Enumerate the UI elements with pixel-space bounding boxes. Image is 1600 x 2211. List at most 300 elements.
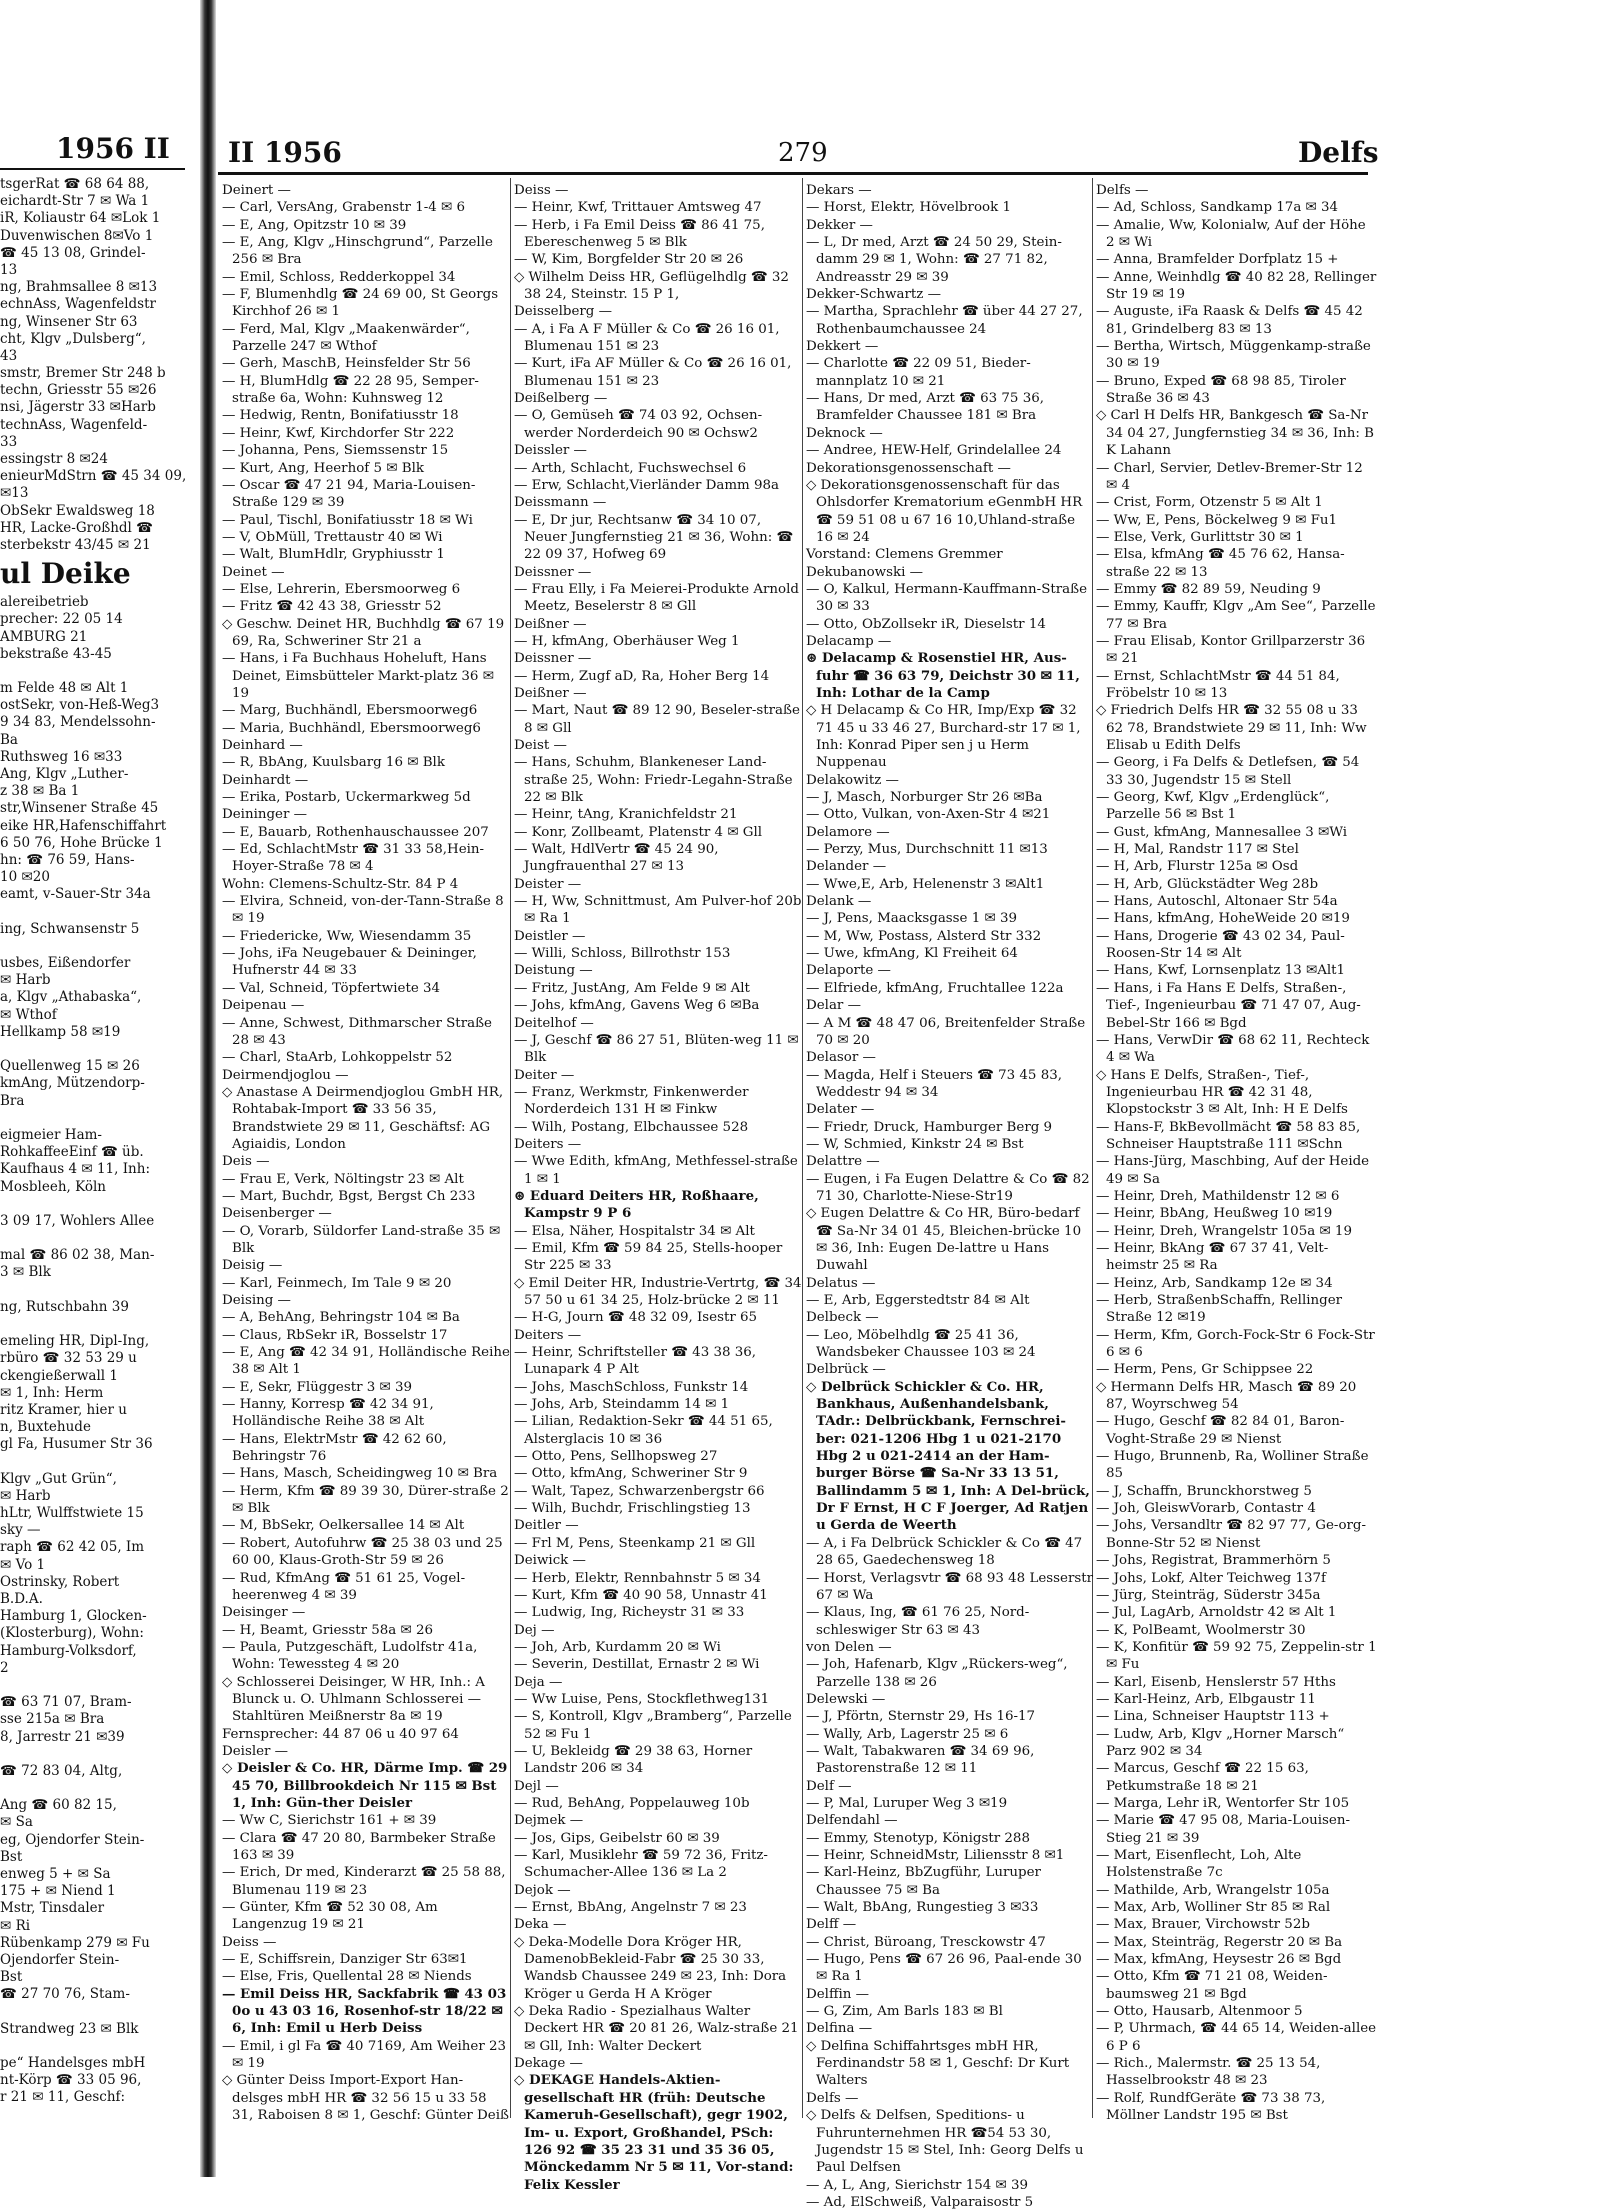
left-page-line: Duvenwischen 8✉Vo 1: [0, 227, 154, 244]
left-page-line: Klgv „Gut Grün“,: [0, 1470, 117, 1487]
directory-entry: Deitelhof —: [514, 1015, 594, 1031]
directory-entry: — Walt, Tabakwaren ☎ 34 69 96, Pastorenstraße 12 ✉ 11: [806, 1743, 1035, 1777]
directory-entry: — Severin, Destillat, Ernastr 2 ✉ Wi: [514, 1657, 760, 1673]
left-page-line: ostSekr, von-Heß-Weg3: [0, 697, 160, 714]
directory-entry: Deißelberg —: [514, 391, 608, 407]
directory-entry: Deiter —: [514, 1067, 575, 1083]
directory-entry: — G, Zim, Am Barls 183 ✉ Bl: [806, 2004, 1003, 2020]
directory-entry: — Heinr, Dreh, Wrangelstr 105a ✉ 19: [1096, 1223, 1352, 1239]
directory-entry: Delank —: [806, 894, 872, 910]
page-header-keyword: Delfs: [1298, 136, 1379, 169]
directory-entry: — Elsa, Näher, Hospitalstr 34 ✉ Alt: [514, 1223, 755, 1239]
directory-entry: — E, Bauarb, Rothenhauschaussee 207: [222, 824, 489, 840]
directory-entry: Delamore —: [806, 824, 890, 840]
directory-entry: — Ww, E, Pens, Böckelweg 9 ✉ Fu1: [1096, 512, 1338, 528]
directory-entry: — Wilh, Postang, Elbchaussee 528: [514, 1119, 749, 1135]
directory-entry: — Bertha, Wirtsch, Müggenkamp-straße 30 ✉ 19: [1096, 339, 1371, 372]
directory-entry: — H, BlumHdlg ☎ 22 28 95, Semper-straße 6a, Wohn: Kuhnsweg 12: [222, 373, 479, 407]
left-page-line: sterbekstr 43/45 ✉ 21: [0, 536, 151, 553]
directory-entry: ◇ Geschw. Deinet HR, Buchhdlg ☎ 67 19 69, Ra, Schweriner Str 21 a: [222, 616, 505, 649]
directory-entry: Delakowitz —: [806, 772, 899, 788]
left-page-line: ng, Brahmsallee 8 ✉13: [0, 279, 158, 296]
directory-entry: — Max, Arb, Wolliner Str 85 ✉ Ral: [1096, 1900, 1331, 1916]
directory-entry: — Karl-Heinz, Arb, Elbgaustr 11: [1096, 1691, 1316, 1707]
directory-entry: — Paul, Tischl, Bonifatiusstr 18 ✉ Wi: [222, 512, 473, 528]
directory-entry: — Wwe Edith, kfmAng, Methfessel-straße 1 ✉ 1: [514, 1154, 798, 1187]
left-page-line: Mosbleeh, Köln: [0, 1178, 106, 1195]
directory-entry: — K, Konfitür ☎ 59 92 75, Zeppelin-str 1 ✉ Fu: [1096, 1639, 1377, 1673]
left-page-line: ritz Kramer, hier u: [0, 1401, 127, 1418]
directory-entry: ◇ Hans E Delfs, Straßen-, Tief-, Ingenieurbau HR ☎ 42 31 48, Klopstockstr 3 ✉ Alt, Inh: H E Delfs: [1096, 1067, 1348, 1118]
directory-entry: Delff —: [806, 1917, 857, 1933]
directory-entry: — Ernst, SchlachtMstr ☎ 44 51 84, Fröbelstr 10 ✉ 13: [1096, 668, 1340, 701]
left-page-line: 10 ✉20: [0, 869, 50, 886]
left-page-line: ng, Winsener Str 63: [0, 313, 138, 330]
left-page-line: ✉ Ri: [0, 1917, 31, 1934]
left-page-line: ✉ Sa: [0, 1814, 33, 1831]
directory-entry: Delffin —: [806, 1986, 870, 2002]
left-page-line: RohkaffeeEinf ☎ üb.: [0, 1144, 144, 1161]
directory-entry: — Herb, Elektr, Rennbahnstr 5 ✉ 34: [514, 1570, 761, 1586]
directory-entry: Dekker-Schwartz —: [806, 287, 941, 303]
directory-entry: — Marie ☎ 47 95 08, Maria-Louisen-Stieg 21 ✉ 39: [1096, 1813, 1350, 1846]
directory-entry: — Emmy, Kauffr, Klgv „Am See“, Parzelle 77 ✉ Bra: [1096, 599, 1376, 632]
left-page-line: 8, Jarrestr 21 ✉39: [0, 1728, 125, 1745]
directory-entry: Delewski —: [806, 1691, 886, 1707]
left-page-line: n, Buxtehude: [0, 1419, 91, 1436]
left-page-line: 9 34 83, Mendelssohn-: [0, 714, 156, 731]
directory-entry: — O, Kalkul, Hermann-Kauffmann-Straße 30 ✉ 33: [806, 581, 1088, 615]
directory-entry: — Otto, Pens, Sellhopsweg 27: [514, 1449, 718, 1465]
directory-entry: — Heinr, Kwf, Kirchdorfer Str 222: [222, 425, 455, 441]
directory-entry: — Fritz ☎ 42 43 38, Griesstr 52: [222, 599, 442, 615]
directory-entry: — Charl, Servier, Detlev-Bremer-Str 12 ✉ 4: [1096, 460, 1363, 493]
directory-entry: — Emil, Schloss, Redderkoppel 34: [222, 269, 456, 285]
directory-entry: Deissmann —: [514, 495, 607, 511]
directory-entry: — Karl, Feinmech, Im Tale 9 ✉ 20: [222, 1275, 452, 1291]
directory-entry: — Anna, Bramfelder Dorfplatz 15 +: [1096, 252, 1339, 268]
left-page-line: ✉ 1, Inh: Herm: [0, 1384, 104, 1401]
directory-entry: — Hans, i Fa Buchhaus Hoheluft, Hans Deinet, Eimsbütteler Markt-platz 36 ✉ 19: [222, 651, 494, 701]
directory-entry: Delbrück —: [806, 1362, 886, 1378]
directory-entry: — Hans-Jürg, Maschbing, Auf der Heide 49 ✉ Sa: [1096, 1154, 1370, 1187]
directory-entry: — Emil Deiss HR, Sackfabrik ☎ 43 03 0o u 43 03 16, Rosenhof-str 18/22 ✉ 6, Inh: Emil u Herb Deiss: [222, 1985, 507, 2037]
left-page-line: 33: [0, 433, 18, 450]
left-page-line: ✉13: [0, 485, 29, 502]
directory-entry: ◇ Friedrich Delfs HR ☎ 32 55 08 u 33 62 78, Brandstwiete 29 ✉ 11, Inh: Ww Elisab u Edith Delfs: [1096, 703, 1367, 753]
left-page-line: Ostrinsky, Robert: [0, 1573, 120, 1590]
left-page-line: ☎ 27 70 76, Stam-: [0, 1986, 130, 2003]
left-page-line: [0, 1230, 195, 1247]
left-page-line: [0, 1041, 195, 1058]
directory-entry: ◇ Deka Radio - Spezialhaus Walter Deckert HR ☎ 20 81 26, Walz-straße 21 ✉ Gll, Inh: Walter Deckert: [514, 2004, 799, 2054]
directory-entry: — Claus, RbSekr iR, Bosselstr 17: [222, 1327, 448, 1343]
directory-entry: — Otto, Vulkan, von-Axen-Str 4 ✉21: [806, 807, 1051, 823]
left-page-line: [0, 1677, 195, 1694]
left-page-line: [0, 904, 195, 921]
left-page-line: bekstraße 43-45: [0, 645, 112, 662]
directory-entry: Deininger —: [222, 807, 308, 823]
directory-entry: — Hans, i Fa Hans E Delfs, Straßen-, Tief-, Ingenieurbau ☎ 71 47 07, Aug-Bebel-Str 166 ✉ Bgd: [1096, 980, 1361, 1031]
directory-entry: Delaporte —: [806, 963, 891, 979]
directory-entry: — Franz, Werkmstr, Finkenwerder Norderdeich 131 H ✉ Finkw: [514, 1084, 749, 1118]
left-page-line: ☎ 72 83 04, Altg,: [0, 1762, 123, 1779]
left-page-line: tsgerRat ☎ 68 64 88,: [0, 176, 150, 192]
directory-entry: — Friedr, Druck, Hamburger Berg 9: [806, 1119, 1053, 1135]
directory-entry: — Ww Luise, Pens, Stockflethweg131: [514, 1691, 770, 1707]
left-page-line: Ba: [0, 731, 18, 748]
directory-entry: — Wilh, Buchdr, Frischlingstieg 13: [514, 1501, 751, 1517]
directory-entry: — M, Ww, Postass, Alsterd Str 332: [806, 928, 1042, 944]
directory-entry: — Johanna, Pens, Siemssenstr 15: [222, 443, 449, 459]
directory-entry: Deissner —: [514, 564, 592, 580]
directory-entry: — Walt, Tapez, Schwarzenbergstr 66: [514, 1483, 765, 1499]
directory-entry: — Joh, GleiswVorarb, Contastr 4: [1096, 1501, 1316, 1517]
left-page-line: Kaufhaus 4 ✉ 11, Inh:: [0, 1161, 150, 1178]
directory-entry: — Hans, Drogerie ☎ 43 02 34, Paul-Roosen-Str 14 ✉ Alt: [1096, 928, 1345, 962]
directory-entry: — O, Vorarb, Süldorfer Land-straße 35 ✉ Blk: [222, 1223, 501, 1256]
page-number: 279: [778, 138, 828, 168]
left-page-line: Strandweg 23 ✉ Blk: [0, 2020, 139, 2037]
directory-entry: — Frl M, Pens, Steenkamp 21 ✉ Gll: [514, 1535, 756, 1551]
directory-entry: ◇ Hermann Delfs HR, Masch ☎ 89 20 87, Woyrschweg 54: [1096, 1379, 1357, 1413]
directory-entry: Delbeck —: [806, 1310, 879, 1326]
left-page-line: Bra: [0, 1092, 25, 1109]
directory-entry: — Hans, Autoschl, Altonaer Str 54a: [1096, 894, 1338, 910]
left-page-line: [0, 2038, 195, 2055]
directory-entry: — Mathilde, Arb, Wrangelstr 105a: [1096, 1882, 1330, 1898]
directory-entry: — Klaus, Ing, ☎ 61 76 25, Nord-schleswiger Str 63 ✉ 43: [806, 1605, 1030, 1638]
left-page-line: [0, 1110, 195, 1127]
directory-entry: — Ad, Schloss, Sandkamp 17a ✉ 34: [1096, 200, 1339, 216]
directory-entry: — Emmy ☎ 82 89 59, Neuding 9: [1096, 581, 1321, 597]
directory-entry: — A, L, Ang, Sierichstr 154 ✉ 39: [806, 2177, 1029, 2193]
directory-entry: — Hugo, Brunnenb, Ra, Wolliner Straße 85: [1096, 1449, 1369, 1482]
directory-entry: — J, Masch, Norburger Str 26 ✉Ba: [806, 790, 1043, 806]
left-page-line: HR, Lacke-Großhdl ☎: [0, 519, 153, 536]
left-page-line: ✉ Vo 1: [0, 1556, 46, 1573]
directory-entry: — Otto, Kfm ☎ 71 21 08, Weiden-baumsweg 21 ✉ Bgd: [1096, 1969, 1328, 2002]
directory-entry: — Else, Fris, Quellental 28 ✉ Niends: [222, 1969, 472, 1985]
directory-entry: ◇ Deisler & Co. HR, Därme Imp. ☎ 29 45 70, Billbrookdeich Nr 115 ✉ Bst 1, Inh: Gün-ther Deisler: [222, 1760, 508, 1811]
directory-entry: ⊛ Eduard Deiters HR, Roßhaare, Kampstr 9 P 6: [514, 1187, 759, 1222]
directory-entry: — Robert, Autofuhrw ☎ 25 38 03 und 25 60 00, Klaus-Groth-Str 59 ✉ 26: [222, 1535, 503, 1569]
directory-entry: — Hans, Masch, Scheidingweg 10 ✉ Bra: [222, 1466, 498, 1482]
directory-entry: — Jos, Gips, Geibelstr 60 ✉ 39: [514, 1830, 720, 1846]
directory-entry: ◇ Schlosserei Deisinger, W HR, Inh.: A Blunck u. O. Uhlmann Schlosserei — Stahltüren Meißnerstr 8a ✉ 19: [222, 1674, 485, 1725]
directory-entry: — Wwe,E, Arb, Helenenstr 3 ✉Alt1: [806, 876, 1045, 892]
column-divider: [802, 178, 803, 2118]
directory-entry: — Georg, i Fa Delfs & Detlefsen, ☎ 54 33 30, Jugendstr 15 ✉ Stell: [1096, 755, 1360, 788]
left-page-line: Ruthsweg 16 ✉33: [0, 748, 123, 765]
directory-entry: — Lina, Schneiser Hauptstr 113 +: [1096, 1709, 1330, 1725]
left-page-line: sse 215a ✉ Bra: [0, 1711, 105, 1728]
directory-entry: — Ww C, Sierichstr 161 + ✉ 39: [222, 1813, 437, 1829]
left-page-line: usbes, Eißendorfer: [0, 955, 131, 972]
directory-entry: — Charlotte ☎ 22 09 51, Bieder-mannplatz 10 ✉ 21: [806, 356, 1031, 389]
directory-entry: — Ludw, Arb, Klgv „Horner Marsch“ Parz 902 ✉ 34: [1096, 1726, 1345, 1759]
directory-entry: — Heinr, BbAng, Heußweg 10 ✉19: [1096, 1206, 1333, 1222]
directory-entry: Deistung —: [514, 963, 593, 979]
left-page-line: Ang ☎ 60 82 15,: [0, 1797, 117, 1814]
left-page-line: [0, 1780, 195, 1797]
directory-column-1: [222, 182, 510, 2125]
left-page-line: ObSekr Ewaldsweg 18: [0, 502, 155, 519]
directory-entry: — Marga, Lehr iR, Wentorfer Str 105: [1096, 1795, 1350, 1811]
left-page-line: 13: [0, 261, 18, 278]
directory-entry: — Emmy, Stenotyp, Königstr 288: [806, 1830, 1030, 1846]
directory-entry: — Hedwig, Rentn, Bonifatiusstr 18: [222, 408, 459, 424]
directory-entry: — E, Arb, Eggerstedtstr 84 ✉ Alt: [806, 1293, 1030, 1308]
directory-entry: — F, Blumenhdlg ☎ 24 69 00, St Georgs Kirchhof 26 ✉ 1: [222, 287, 499, 320]
directory-entry: Fernsprecher: 44 87 06 u 40 97 64: [222, 1726, 459, 1742]
directory-entry: ◇ Deka-Modelle Dora Kröger HR, DamenobBekleid-Fabr ☎ 25 30 33, Wandsb Chaussee 249 ✉ 23, Inh: Dora Kröger u Gerda H A Kröger: [514, 1934, 787, 2002]
directory-entry: — W, Schmied, Kinkstr 24 ✉ Bst: [806, 1136, 1024, 1152]
directory-entry: Deinet —: [222, 564, 285, 580]
left-page-line: eike HR,Hafenschiffahrt: [0, 817, 167, 834]
directory-entry: — Ferd, Mal, Klgv „Maakenwärder“, Parzelle 247 ✉ Wthof: [222, 321, 470, 355]
directory-entry: — Johs, Registrat, Brammerhörn 5: [1096, 1553, 1331, 1569]
directory-entry: Deist —: [514, 738, 567, 753]
left-page-line: alereibetrieb: [0, 594, 89, 611]
left-page-line: AMBURG 21: [0, 628, 88, 645]
directory-entry: ◇ Delfs & Delfsen, Speditions- u Fuhrunternehmen HR ☎54 53 30, Jugendstr 15 ✉ Stel, Inh: Georg Delfs u Paul Delfsen: [806, 2108, 1084, 2176]
directory-entry: — Johs, Versandltr ☎ 82 97 77, Ge-org-Bonne-Str 52 ✉ Nienst: [1096, 1518, 1367, 1551]
directory-entry: — Heinr, BkAng ☎ 67 37 41, Velt-heimstr 25 ✉ Ra: [1096, 1240, 1329, 1274]
directory-entry: — Mart, Eisenflecht, Loh, Alte Holstenstraße 7c: [1096, 1848, 1302, 1881]
directory-entry: — Günter, Kfm ☎ 52 30 08, Am Langenzug 19 ✉ 21: [222, 1900, 438, 1933]
directory-entry: ◇ Eugen Delattre & Co HR, Büro-bedarf ☎ Sa-Nr 34 01 45, Bleichen-brücke 10 ✉ 36, Inh: Eugen De-lattre u Hans Duwahl: [806, 1206, 1082, 1274]
directory-entry: — Oscar ☎ 47 21 94, Maria-Louisen-Straße 129 ✉ 39: [222, 477, 476, 511]
directory-entry: Deistler —: [514, 928, 586, 944]
directory-entry: Delfendahl —: [806, 1813, 898, 1829]
left-page-line: cht, Klgv „Dulsberg“,: [0, 330, 146, 347]
directory-entry: — M, BbSekr, Oelkersallee 14 ✉ Alt: [222, 1518, 465, 1534]
directory-entry: — H, Beamt, Griesstr 58a ✉ 26: [222, 1622, 434, 1638]
directory-entry: ◇ Delfina Schiffahrtsges mbH HR, Ferdinandstr 58 ✉ 1, Geschf: Dr Kurt Walters: [806, 2038, 1070, 2089]
left-page-line: Rübenkamp 279 ✉ Fu: [0, 1934, 150, 1951]
left-page-line: B.D.A.: [0, 1591, 43, 1607]
directory-entry: — Perzy, Mus, Durchschnitt 11 ✉13: [806, 842, 1048, 858]
directory-entry: — Amalie, Ww, Kolonialw, Auf der Höhe 2 ✉ Wi: [1096, 217, 1366, 251]
directory-entry: — Horst, Elektr, Hövelbrook 1: [806, 200, 1011, 216]
left-page-line: [0, 1454, 195, 1471]
left-page-line: [0, 1196, 195, 1213]
directory-entry: — Otto, ObZollsekr iR, Dieselstr 14: [806, 616, 1046, 632]
left-page-line: [0, 1282, 195, 1299]
directory-entry: — Crist, Form, Otzenstr 5 ✉ Alt 1: [1096, 495, 1323, 511]
header-rule: [218, 172, 1368, 175]
left-page-line: 3 09 17, Wohlers Allee: [0, 1212, 155, 1229]
directory-entry: — Kurt, Kfm ☎ 40 90 58, Unnastr 41: [514, 1587, 768, 1603]
directory-entry: — H, Mal, Randstr 117 ✉ Stel: [1096, 842, 1299, 858]
directory-entry: Delfs —: [806, 2090, 859, 2106]
directory-entry: — Magda, Helf i Steuers ☎ 73 45 83, Weddestr 94 ✉ 34: [806, 1067, 1062, 1100]
directory-entry: Deissner —: [514, 651, 592, 667]
directory-entry: Deiss —: [514, 183, 569, 198]
book-gutter: [200, 0, 216, 2177]
directory-entry: — A, i Fa Delbrück Schickler & Co ☎ 47 28 65, Gaedechensweg 18: [806, 1535, 1083, 1569]
directory-entry: — Rud, BehAng, Poppelauweg 10b: [514, 1795, 750, 1811]
left-page-line: rbüro ☎ 32 53 29 u: [0, 1350, 137, 1367]
directory-entry: — Karl, Musiklehr ☎ 59 72 36, Fritz-Schumacher-Allee 136 ✉ La 2: [514, 1848, 768, 1881]
directory-entry: — Leo, Möbelhdlg ☎ 25 41 36, Wandsbeker Chaussee 103 ✉ 24: [806, 1327, 1036, 1361]
directory-entry: Deinhardt —: [222, 772, 309, 788]
directory-entry: ◇ Günter Deiss Import-Export Han-delsges mbH HR ☎ 32 56 15 u 33 58 31, Raboisen 8 ✉ 1, Geschf: Günter Deiß: [222, 2073, 509, 2124]
left-page-line: 3 ✉ Blk: [0, 1264, 51, 1281]
directory-entry: — E, Sekr, Flüggestr 3 ✉ 39: [222, 1379, 413, 1395]
directory-column-2: [514, 182, 802, 2194]
directory-entry: Deirmendjoglou —: [222, 1067, 349, 1083]
directory-entry: — Hugo, Pens ☎ 67 26 96, Paal-ende 30 ✉ Ra 1: [806, 1952, 1082, 1985]
column-divider: [510, 178, 511, 2118]
directory-entry: ◇ DEKAGE Handels-Aktien-gesellschaft HR (früh: Deutsche Kameruh-Gesellschaft), gegr 1902, Im- u. Export, Großhandel, PSch: 126 92 ☎ 35 23 31 und 35 36 05, Mönckedamm Nr 5 ✉ 11, Vor-stand: Felix Kessler: [514, 2072, 794, 2193]
directory-entry: — Ernst, BbAng, Angelnstr 7 ✉ 23: [514, 1900, 747, 1916]
left-page-line: eamt, v-Sauer-Str 34a: [0, 886, 151, 903]
directory-entry: Dejmek —: [514, 1813, 584, 1829]
directory-entry: Dekker —: [806, 217, 873, 233]
directory-entry: — Karl-Heinz, BbZugführ, Luruper Chaussee 75 ✉ Ba: [806, 1865, 1041, 1898]
left-page-line: iR, Koliaustr 64 ✉Lok 1: [0, 210, 161, 227]
directory-entry: — Heinr, SchneidMstr, Liliensstr 8 ✉1: [806, 1848, 1065, 1863]
directory-entry: — H, kfmAng, Oberhäuser Weg 1: [514, 633, 740, 649]
left-page-line: 6 50 76, Hohe Brücke 1: [0, 834, 163, 851]
directory-entry: — Rud, KfmAng ☎ 51 61 25, Vogel-heerenweg 4 ✉ 39: [222, 1570, 466, 1603]
directory-entry: — Uwe, kfmAng, Kl Freiheit 64: [806, 946, 1018, 962]
left-page-line: Ojendorfer Stein-: [0, 1951, 120, 1968]
left-page-line: ng, Rutschbahn 39: [0, 1298, 129, 1315]
directory-entry: — Eugen, i Fa Eugen Delattre & Co ☎ 82 71 30, Charlotte-Niese-Str19: [806, 1171, 1090, 1204]
directory-entry: Deisinger —: [222, 1605, 306, 1621]
directory-entry: — Gust, kfmAng, Mannesallee 3 ✉Wi: [1096, 824, 1348, 840]
directory-entry: Deisenberger —: [222, 1206, 332, 1222]
directory-entry: — P, Mal, Luruper Weg 3 ✉19: [806, 1795, 1008, 1811]
left-page-line: precher: 22 05 14: [0, 611, 123, 628]
directory-entry: Delfina —: [806, 2021, 873, 2037]
directory-entry: — H, Arb, Glückstädter Weg 28b: [1096, 876, 1319, 892]
directory-entry: — Charl, StaArb, Lohkoppelstr 52: [222, 1050, 453, 1066]
directory-entry: — Heinr, Kwf, Trittauer Amtsweg 47: [514, 200, 762, 216]
directory-entry: Dekorationsgenossenschaft —: [806, 460, 1011, 476]
left-page-line: technAss, Wagenfeld-: [0, 416, 148, 433]
directory-entry: ◇ Dekorationsgenossenschaft für das Ohlsdorfer Krematorium eGenmbH HR ☎ 59 51 08 u 67 16 10,Uhland-straße 16 ✉ 24: [806, 477, 1083, 545]
directory-entry: — Ludwig, Ing, Richeystr 31 ✉ 33: [514, 1605, 745, 1621]
directory-entry: Dejok —: [514, 1882, 571, 1898]
directory-entry: — Elfriede, kfmAng, Fruchtallee 122a: [806, 980, 1064, 996]
directory-entry: — V, ObMüll, Trettaustr 40 ✉ Wi: [222, 529, 443, 545]
directory-entry: — Hans, ElektrMstr ☎ 42 62 60, Behringstr 76: [222, 1431, 447, 1465]
directory-entry: — Kurt, Ang, Heerhof 5 ✉ Blk: [222, 460, 424, 476]
directory-entry: — Walt, HdlVertr ☎ 45 24 90, Jungfrauenthal 27 ✉ 13: [514, 842, 719, 875]
left-page-line: Ang, Klgv „Luther-: [0, 766, 129, 782]
left-page-line: pe“ Handelsges mbH: [0, 2055, 146, 2072]
left-page-line: gl Fa, Husumer Str 36: [0, 1436, 153, 1453]
directory-entry: — Ad, ElSchweiß, Valparaisostr 5: [806, 2194, 1034, 2210]
directory-entry: — Paula, Putzgeschäft, Ludolfstr 41a, Wohn: Tewessteg 4 ✉ 20: [222, 1639, 478, 1673]
directory-entry: — Kurt, iFa AF Müller & Co ☎ 26 16 01, Blumenau 151 ✉ 23: [514, 356, 792, 389]
directory-entry: — Herm, Kfm ☎ 89 39 30, Dürer-straße 2 ✉ Blk: [222, 1483, 509, 1517]
directory-entry: Deiss —: [222, 1934, 277, 1950]
directory-entry: — Horst, Verlagsvtr ☎ 68 93 48 Lesserstr 67 ✉ Wa: [806, 1570, 1093, 1603]
directory-entry: ◇ H Delacamp & Co HR, Imp/Exp ☎ 32 71 45 u 33 46 27, Burchard-str 17 ✉ 1, Inh: Konrad Piper sen j u Herm Nuppenau: [806, 703, 1081, 771]
directory-entry: — Hans, Dr med, Arzt ☎ 63 75 36, Bramfelder Chaussee 181 ✉ Bra: [806, 391, 1045, 424]
directory-entry: — Joh, Arb, Kurdamm 20 ✉ Wi: [514, 1639, 721, 1655]
page-header-year: II 1956: [228, 136, 342, 169]
directory-entry: Delater —: [806, 1102, 875, 1118]
directory-entry: — Mart, Naut ☎ 89 12 90, Beseler-straße 8 ✉ Gll: [514, 703, 800, 736]
directory-entry: — Arth, Schlacht, Fuchswechsel 6: [514, 460, 747, 476]
directory-entry: Deiters —: [514, 1136, 582, 1152]
directory-entry: — A M ☎ 48 47 06, Breitenfelder Straße 70 ✉ 20: [806, 1015, 1086, 1048]
directory-entry: — Anne, Weinhdlg ☎ 40 82 28, Rellinger Str 19 ✉ 19: [1096, 269, 1377, 303]
left-page-line: kmAng, Mützendorp-: [0, 1075, 145, 1092]
directory-entry: — S, Kontroll, Klgv „Bramberg“, Parzelle 52 ✉ Fu 1: [514, 1709, 792, 1742]
directory-entry: Deiwick —: [514, 1553, 586, 1569]
directory-entry: ◇ Carl H Delfs HR, Bankgesch ☎ Sa-Nr 34 04 27, Jungfernstieg 34 ✉ 36, Inh: B K Lahann: [1096, 408, 1374, 459]
directory-entry: — Heinr, tAng, Kranichfeldstr 21: [514, 807, 738, 823]
directory-entry: — H, Arb, Flurstr 125a ✉ Osd: [1096, 859, 1299, 875]
directory-entry: — Anne, Schwest, Dithmarscher Straße 28 ✉ 43: [222, 1015, 492, 1048]
left-page-line: ☎ 45 13 08, Grindel-: [0, 244, 146, 261]
left-page-line: Hamburg 1, Glocken-: [0, 1608, 147, 1625]
left-page-line: [0, 663, 195, 680]
left-page-fragment: [0, 0, 200, 2177]
directory-entry: — Heinr, Schriftsteller ☎ 43 38 36, Lunapark 4 P Alt: [514, 1345, 757, 1378]
directory-entry: — A, BehAng, Behringstr 104 ✉ Ba: [222, 1310, 460, 1326]
left-page-line: ul Deike: [0, 557, 131, 591]
directory-entry: ◇ Delbrück Schickler & Co. HR, Bankhaus, Außenhandelsbank, TAdr.: Delbrückbank, Fernschrei-ber: 021-1206 Hbg 1 u 021-2170 Hbg 2 u 021-2414 an der Ham-burger Börse ☎ Sa-Nr 33 13 51, Ballindamm 5 ✉ 1, Inh: A Del-brück, Dr F Ernst, H C F Joerger, Ad Ratjen u Gerda de Weerth: [806, 1378, 1090, 1534]
left-page-line: ckengießerwall 1: [0, 1367, 118, 1384]
directory-entry: — Herm, Zugf aD, Ra, Hoher Berg 14: [514, 668, 770, 684]
left-page-line: Bst: [0, 1848, 23, 1865]
directory-entry: Deinhard —: [222, 738, 303, 753]
directory-entry: — O, Gemüseh ☎ 74 03 92, Ochsen-werder Norderdeich 90 ✉ Ochsw2: [514, 408, 763, 441]
directory-entry: — Hanny, Korresp ☎ 42 34 91, Holländische Reihe 38 ✉ Alt: [222, 1397, 434, 1430]
directory-entry: — J, Pens, Maacksgasse 1 ✉ 39: [806, 911, 1018, 927]
left-page-line: [0, 2004, 195, 2021]
directory-entry: — Otto, Hausarb, Altenmoor 5: [1096, 2004, 1303, 2020]
directory-entry: — Mart, Buchdr, Bgst, Bergst Ch 233: [222, 1188, 476, 1204]
directory-entry: — Emil, i gl Fa ☎ 40 7169, Am Weiher 23 ✉ 19: [222, 2038, 507, 2072]
directory-entry: ◇ Emil Deiter HR, Industrie-Vertrtg, ☎ 34 57 50 u 61 34 25, Holz-brücke 2 ✉ 11: [514, 1275, 802, 1308]
directory-entry: — Jul, LagArb, Arnoldstr 42 ✉ Alt 1: [1096, 1605, 1337, 1621]
directory-entry: Delfs —: [1096, 183, 1149, 198]
directory-entry: — Heinz, Arb, Sandkamp 12e ✉ 34: [1096, 1275, 1333, 1291]
left-page-line: mal ☎ 86 02 38, Man-: [0, 1247, 155, 1264]
left-page-line: smstr, Bremer Str 248 b: [0, 365, 166, 382]
left-page-line: 175 + ✉ Niend 1: [0, 1883, 116, 1900]
directory-entry: — L, Dr med, Arzt ☎ 24 50 29, Stein-damm 29 ✉ 1, Wohn: ☎ 27 71 82, Andreasstr 29 ✉ 39: [806, 235, 1062, 285]
directory-entry: Vorstand: Clemens Gremmer: [806, 547, 1003, 563]
directory-entry: — Hans, kfmAng, HoheWeide 20 ✉19: [1096, 911, 1350, 927]
directory-entry: — K, PolBeamt, Woolmerstr 30: [1096, 1622, 1306, 1638]
directory-entry: — Rolf, RundfGeräte ☎ 73 38 73, Möllner Landstr 195 ✉ Bst: [1096, 2090, 1326, 2124]
directory-entry: — Wally, Arb, Lagerstr 25 ✉ 6: [806, 1726, 1009, 1742]
directory-entry: — Frau E, Verk, Nöltingstr 23 ✉ Alt: [222, 1171, 464, 1187]
left-page-line: techn, Griesstr 55 ✉26: [0, 382, 157, 399]
left-page-line: nt-Körp ☎ 33 05 96,: [0, 2072, 142, 2089]
directory-entry: Deis —: [222, 1154, 270, 1170]
directory-entry: Deknock —: [806, 425, 883, 441]
directory-entry: — Hans, Schuhm, Blankeneser Land-straße 25, Wohn: Friedr-Legahn-Straße 22 ✉ Blk: [514, 755, 793, 806]
left-page-line: emeling HR, Dipl-Ing,: [0, 1333, 150, 1350]
left-page-line: enieurMdStrn ☎ 45 34 09,: [0, 468, 187, 485]
left-page-line: Hamburg-Volksdorf,: [0, 1642, 137, 1659]
directory-entry: — Max, Steinträg, Regerstr 20 ✉ Ba: [1096, 1934, 1343, 1950]
left-page-line: z 38 ✉ Ba 1: [0, 783, 80, 800]
directory-entry: — Fritz, JustAng, Am Felde 9 ✉ Alt: [514, 980, 750, 996]
directory-entry: — Marcus, Geschf ☎ 22 15 63, Petkumstraße 18 ✉ 21: [1096, 1761, 1309, 1794]
